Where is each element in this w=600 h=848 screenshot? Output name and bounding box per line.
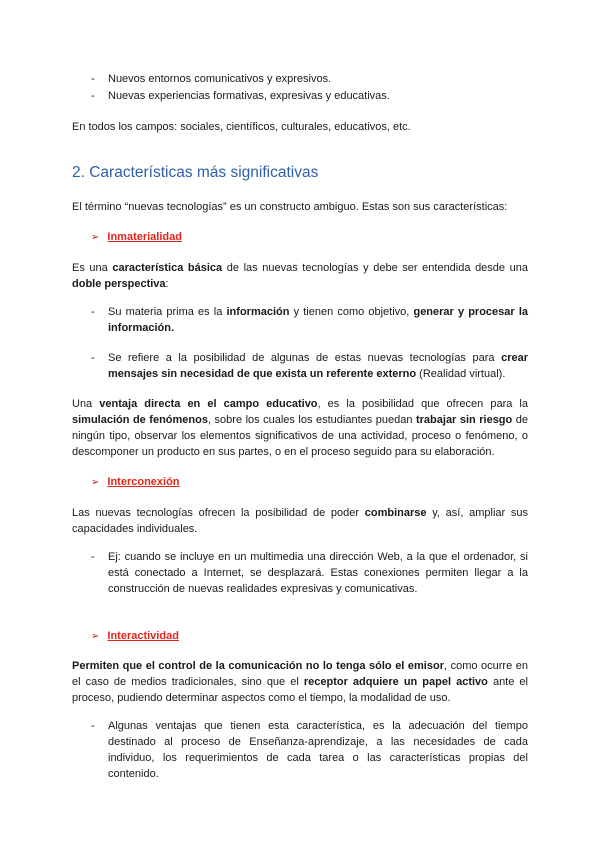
list-item: - Nuevas experiencias formativas, expresivas y educativas. bbox=[91, 90, 390, 102]
paragraph: Una ventaja directa en el campo educativo, es la posibilidad que ofrecen para la simulación de fenómenos, sobre los cuales los estudiantes puedan trabajar sin riesgo de ningún tipo, observar los elementos significativos de una actividad, proceso o fenómeno, o descomponer un producto en sus partes, o en el proceso seguido para su elaboración. bbox=[72, 398, 528, 458]
arrow-bullet-icon: ➢ bbox=[91, 477, 100, 488]
paragraph: Es una característica básica de las nuevas tecnologías y debe ser entendida desde una doble perspectiva: bbox=[72, 262, 528, 290]
list-item: - Nuevos entornos comunicativos y expresivos. bbox=[91, 73, 332, 85]
list-item: - Su materia prima es la información y tienen como objetivo, generar y procesar la información. bbox=[91, 306, 528, 334]
section-heading: 2. Características más significativas bbox=[72, 164, 319, 181]
subheading-interconexion: ➢ Interconexión bbox=[91, 476, 180, 488]
subheading-inmaterialidad: ➢ Inmaterialidad bbox=[91, 231, 182, 243]
intro-paragraph: En todos los campos: sociales, científicos, culturales, educativos, etc. bbox=[72, 121, 411, 133]
arrow-bullet-icon: ➢ bbox=[91, 631, 100, 642]
subheading-interactividad: ➢ Interactividad bbox=[91, 630, 179, 642]
list-item: - Ej: cuando se incluye en un multimedia una dirección Web, a la que el ordenador, si está conectado a Internet, se desplazará. Estas conexiones permiten llegar a la construcción de nuevas realidades expresivas y comunicativas. bbox=[91, 551, 528, 595]
paragraph: Las nuevas tecnologías ofrecen la posibilidad de poder combinarse y, así, ampliar sus capacidades individuales. bbox=[72, 507, 528, 535]
arrow-bullet-icon: ➢ bbox=[91, 232, 100, 243]
section-lead: El término “nuevas tecnologías” es un constructo ambiguo. Estas son sus características: bbox=[72, 201, 508, 213]
paragraph: Permiten que el control de la comunicación no lo tenga sólo el emisor, como ocurre en el caso de medios tradicionales, sino que el receptor adquiere un papel activo ante el proceso, pudiendo determinar aspectos como el tiempo, la modalidad de uso. bbox=[72, 660, 528, 704]
list-item: - Algunas ventajas que tienen esta característica, es la adecuación del tiempo destinado al proceso de Enseñanza-aprendizaje, a las necesidades de cada individuo, los requerimientos de cada tarea o las características propias del contenido. bbox=[91, 720, 528, 780]
list-item: - Se refiere a la posibilidad de algunas de estas nuevas tecnologías para crear mensajes sin necesidad de que exista un referente externo (Realidad virtual). bbox=[91, 352, 528, 380]
